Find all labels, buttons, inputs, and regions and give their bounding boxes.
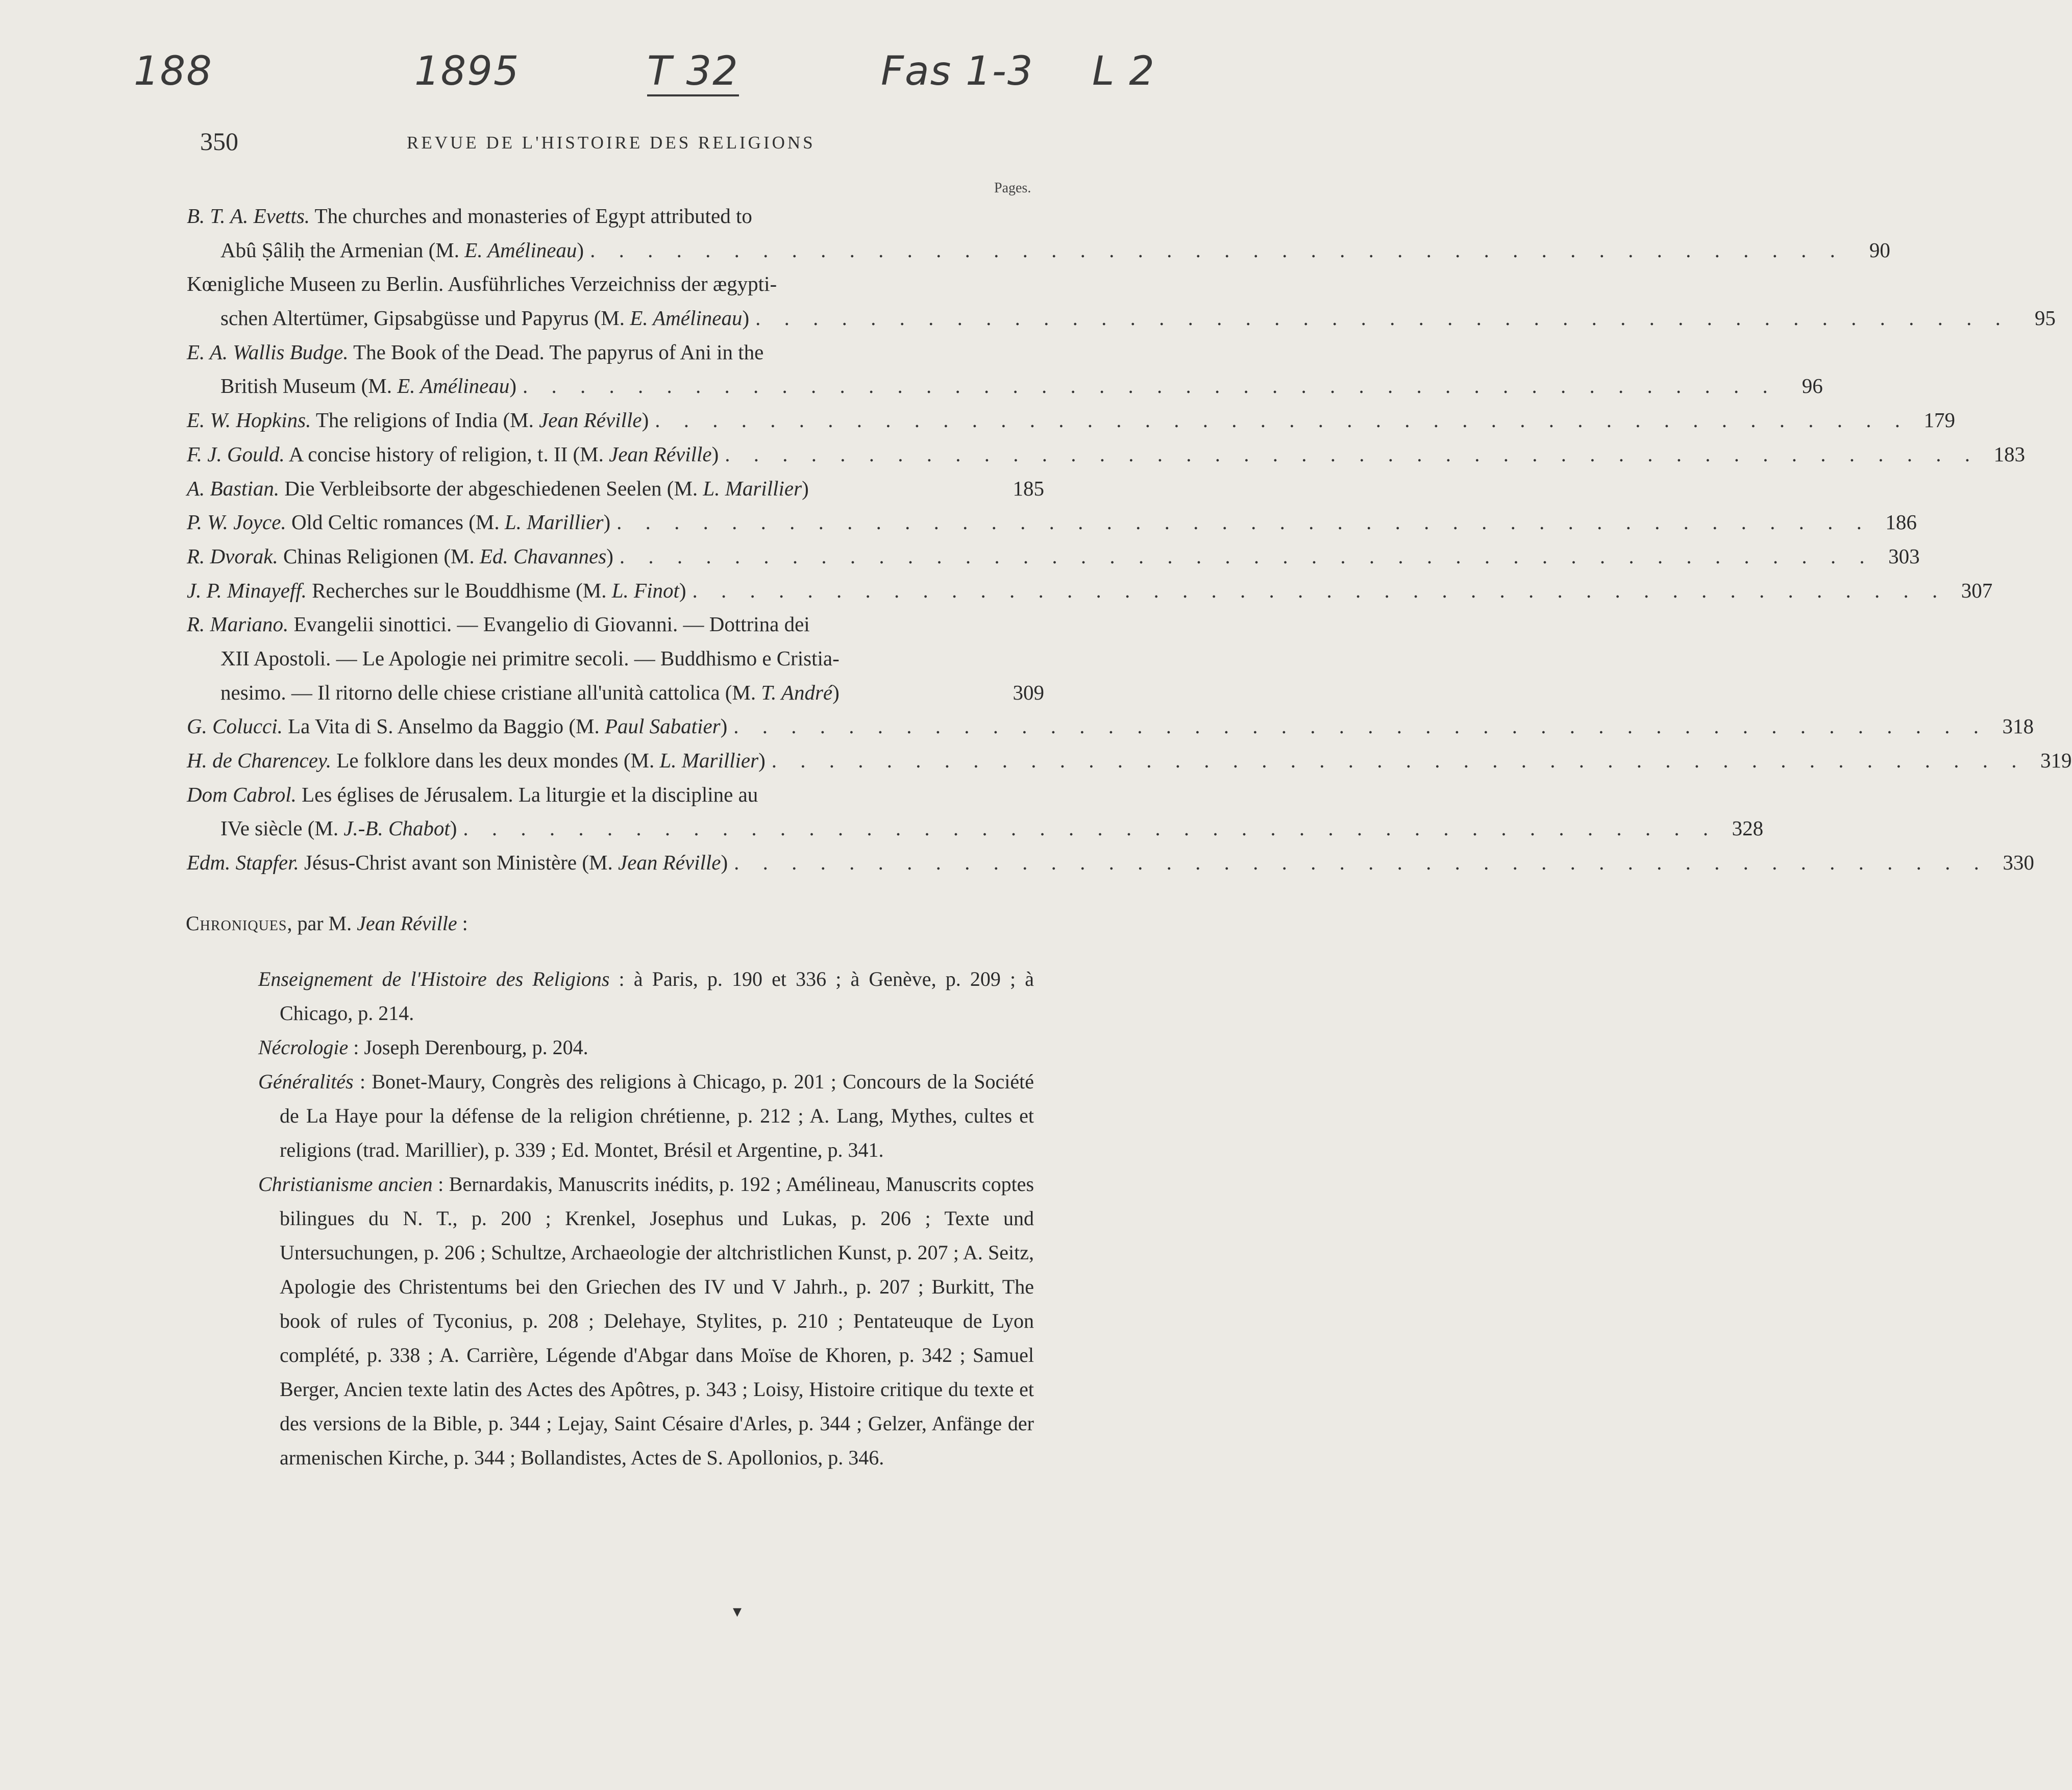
reviewer-name: Jean Réville (539, 408, 642, 432)
review-line (187, 267, 1044, 301)
review-author: R. Mariano. (187, 612, 289, 636)
reviewer-name: Jean Réville (618, 851, 721, 875)
review-page-number: 330 (2003, 851, 2034, 875)
review-text (187, 403, 649, 437)
review-author: P. W. Joyce. (187, 510, 286, 534)
dot-leader (686, 574, 1954, 608)
review-closing: ) (509, 374, 517, 398)
chronique-item (258, 1167, 1034, 1475)
review-line (187, 709, 2034, 743)
chroniques-author: Jean Réville (357, 912, 457, 935)
review-author: G. Colucci. (187, 714, 283, 738)
review-closing: ) (742, 306, 750, 330)
review-line (187, 301, 2056, 335)
review-title: Les églises de Jérusalem. La liturgie et la discipline au (296, 782, 758, 806)
pages-column-label: Pages. (994, 180, 1031, 196)
review-entry (187, 846, 2034, 880)
review-title: Old Celtic romances (M. (286, 510, 505, 534)
review-line (187, 846, 2034, 880)
review-text (187, 437, 719, 471)
review-title: A concise history of religion, t. II (M. (284, 442, 609, 466)
reviewer-name: L. Marillier (703, 476, 802, 500)
review-entry (187, 471, 1044, 506)
reviewer-name: L. Marillier (504, 510, 604, 534)
review-author: B. T. A. Evetts. (187, 204, 310, 228)
journal-title: REVUE DE L'HISTOIRE DES RELIGIONS (407, 133, 816, 153)
review-entry (187, 437, 2025, 471)
review-page-number: 303 (1888, 544, 1920, 568)
review-line (187, 437, 2025, 471)
chroniques-heading (186, 911, 468, 935)
review-line (187, 335, 1044, 369)
review-entry (187, 607, 1044, 709)
reviewer-name: Paul Sabatier (605, 714, 721, 738)
review-author: E. W. Hopkins. (187, 408, 311, 432)
review-line (187, 471, 1044, 506)
review-entry (187, 403, 1955, 437)
review-title: schen Altertümer, Gipsabgüsse und Papyrus (M. (220, 306, 630, 330)
review-author: E. A. Wallis Budge. (187, 340, 349, 364)
chronique-text: : à Paris, p. 190 et 336 ; à Genève, p. 209 ; à Chicago, p. 214. (280, 967, 1034, 1025)
review-text (187, 267, 777, 301)
running-head (200, 127, 1042, 162)
dot-leader (749, 301, 2017, 335)
review-line (187, 233, 1890, 267)
review-closing: ) (802, 476, 809, 500)
review-text (187, 574, 686, 608)
review-page-number: 186 (1885, 510, 1917, 534)
handwritten-note-4: Fas 1-3 (881, 48, 1034, 94)
review-line (187, 403, 1955, 437)
review-page-number: 95 (2034, 306, 2056, 330)
chronique-text: : Bonet-Maury, Congrès des religions à Chicago, p. 201 ; Concours de la Société de La Haye pour la défense de la religion chrétienne, p. 212 ; A. Lang, Mythes, cultes et religions (trad. Marillier), p. 339 ; Ed. Montet, Brésil et Argentine, p. 341. (280, 1070, 1034, 1161)
chronique-category: Christianisme ancien (258, 1173, 433, 1196)
review-page-number: 318 (2002, 714, 2034, 738)
review-closing: ) (711, 442, 719, 466)
review-author: J. P. Minayeff. (187, 578, 307, 602)
review-title: British Museum (M. (220, 374, 398, 398)
review-entry (187, 574, 1993, 608)
review-title: Le folklore dans les deux mondes (M. (331, 749, 660, 772)
reviewer-name: L. Marillier (659, 749, 759, 772)
handwritten-note-5: L 2 (1092, 48, 1155, 94)
chroniques-colon: : (457, 912, 468, 935)
review-text (187, 505, 610, 539)
review-entry (187, 539, 1920, 574)
reviewer-name: E. Amélineau (464, 238, 577, 262)
review-entry (187, 267, 2056, 335)
review-text (187, 743, 766, 778)
review-line (187, 676, 1044, 710)
review-text (187, 607, 810, 641)
chroniques-by: , par M. (287, 912, 357, 935)
review-closing: ) (450, 816, 457, 840)
review-text (220, 811, 457, 846)
reviewer-name: J.-B. Chabot (343, 816, 450, 840)
review-page-number: 309 (1013, 680, 1044, 704)
chronique-category: Généralités (258, 1070, 354, 1093)
chronique-category: Enseignement de l'Histoire des Religions (258, 967, 610, 990)
chroniques-title: Chroniques (186, 912, 287, 935)
review-title: Chinas Religionen (M. (278, 544, 480, 568)
review-line (187, 369, 1823, 403)
dot-leader (610, 505, 1878, 539)
review-text (187, 778, 758, 812)
review-page-number: 307 (1961, 578, 1993, 602)
review-line (187, 539, 1920, 574)
page-number: 350 (200, 127, 238, 156)
review-title: XII Apostoli. — Le Apologie nei primitre secoli. — Buddhismo e Cristia- (220, 646, 840, 670)
chronique-text: : Joseph Derenbourg, p. 204. (348, 1036, 588, 1059)
review-text (187, 539, 613, 574)
review-page-number: 319 (2040, 749, 2072, 772)
review-text (187, 471, 809, 506)
review-line (187, 505, 1917, 539)
review-page-number: 179 (1923, 408, 1955, 432)
review-line (187, 811, 1764, 846)
review-title: Evangelii sinottici. — Evangelio di Giovanni. — Dottrina dei (288, 612, 810, 636)
dot-leader (457, 811, 1724, 846)
review-index-list (187, 199, 2072, 880)
review-line (187, 641, 1044, 676)
dot-leader (766, 743, 2033, 778)
review-entry (187, 709, 2034, 743)
review-text (220, 301, 749, 335)
review-text (187, 846, 728, 880)
review-text (187, 335, 763, 369)
reviewer-name: E. Amélineau (397, 374, 510, 398)
review-text (220, 233, 584, 267)
review-title: La Vita di S. Anselmo da Baggio (M. (282, 714, 605, 738)
review-title: Recherches sur le Bouddhisme (M. (306, 578, 612, 602)
review-text (220, 676, 840, 710)
review-author: Dom Cabrol. (187, 782, 297, 806)
review-closing: ) (720, 714, 728, 738)
dot-leader (613, 539, 1881, 574)
handwritten-note-3: T 32 (647, 48, 739, 96)
review-closing: ) (758, 749, 766, 772)
review-entry (187, 778, 1764, 846)
review-text (187, 709, 727, 743)
review-title: Jésus-Christ avant son Ministère (M. (299, 851, 618, 875)
review-page-number: 183 (1993, 442, 2025, 466)
dot-leader (719, 437, 1986, 471)
review-title: The Book of the Dead. The papyrus of Ani in the (348, 340, 764, 364)
review-author: A. Bastian. (187, 476, 280, 500)
review-title: The religions of India (M. (311, 408, 539, 432)
review-entry (187, 199, 1890, 267)
review-page-number: 96 (1802, 374, 1823, 398)
review-author: Edm. Stapfer. (187, 851, 299, 875)
reviewer-name: Jean Réville (609, 442, 712, 466)
chroniques-list (258, 962, 1034, 1475)
reviewer-name: Ed. Chavannes (479, 544, 607, 568)
review-line (187, 199, 1044, 233)
chronique-item (258, 1030, 1034, 1064)
handwritten-note-2: 1895 (414, 48, 520, 94)
chronique-item (258, 1064, 1034, 1167)
review-title: IVe siècle (M. (220, 816, 344, 840)
review-line (187, 574, 1993, 608)
chronique-item (258, 962, 1034, 1030)
review-author: R. Dvorak. (187, 544, 278, 568)
review-text (220, 369, 516, 403)
review-closing: ) (603, 510, 611, 534)
review-closing: ) (679, 578, 686, 602)
review-title: nesimo. — Il ritorno delle chiese cristiane all'unità cattolica (M. (220, 680, 761, 704)
review-text (220, 641, 840, 676)
review-line (187, 607, 1044, 641)
review-title: Die Verbleibsorte der abgeschiedenen Seelen (M. (279, 476, 703, 500)
review-closing: ) (577, 238, 584, 262)
dot-leader (516, 369, 1784, 403)
dot-leader (584, 233, 1852, 267)
reviewer-name: E. Amélineau (630, 306, 743, 330)
review-title: Abû Ṣâliḥ the Armenian (M. (220, 238, 465, 262)
review-entry (187, 505, 1917, 539)
dot-leader (649, 403, 1916, 437)
review-title: Kœnigliche Museen zu Berlin. Ausführliches Verzeichniss der ægypti- (187, 272, 777, 296)
review-author: H. de Charencey. (187, 749, 332, 772)
review-page-number: 90 (1869, 238, 1890, 262)
review-line (187, 743, 2072, 778)
review-closing: ) (642, 408, 649, 432)
reviewer-name: L. Finot (611, 578, 679, 602)
review-closing: ) (721, 851, 728, 875)
dot-leader (727, 709, 1995, 743)
dot-leader (728, 846, 1995, 880)
review-entry (187, 335, 1823, 403)
chronique-text: : Bernardakis, Manuscrits inédits, p. 192 ; Amélineau, Manuscrits coptes bilingues du N. T., p. 200 ; Krenkel, Josephus und Lukas, p. 206 ; Texte und Untersuchungen, p. 206 ; Schultze, Archaeologie der altchristlichen Kunst, p. 207 ; A. Seitz, Apologie des Christentums bei den Griechen des IV und V Jahrh., p. 207 ; Burkitt, The book of rules of Tyconius, p. 208 ; Delehaye, Stylites, p. 210 ; Pentateuque de Lyon complété, p. 338 ; A. Carrière, Légende d'Abgar dans Moïse de Khoren, p. 342 ; Samuel Berger, Ancien texte latin des Actes des Apôtres, p. 343 ; Loisy, Histoire critique du texte et des versions de la Bible, p. 344 ; Lejay, Saint Césaire d'Arles, p. 344 ; Gelzer, Anfänge der armenischen Kirche, p. 344 ; Bollandistes, Actes de S. Apollonios, p. 346. (280, 1173, 1034, 1469)
handwritten-note-1: 188 (134, 48, 213, 94)
reviewer-name: T. André (761, 680, 833, 704)
review-author: F. J. Gould. (187, 442, 285, 466)
review-line (187, 778, 1044, 812)
review-closing: ) (606, 544, 613, 568)
review-entry (187, 743, 2072, 778)
review-page-number: 328 (1732, 816, 1764, 840)
printer-mark: ▾ (733, 1602, 742, 1621)
chronique-category: Nécrologie (258, 1036, 349, 1059)
review-title: The churches and monasteries of Egypt attributed to (310, 204, 752, 228)
review-page-number: 185 (1013, 476, 1044, 500)
review-text (187, 199, 752, 233)
review-closing: ) (832, 680, 840, 704)
